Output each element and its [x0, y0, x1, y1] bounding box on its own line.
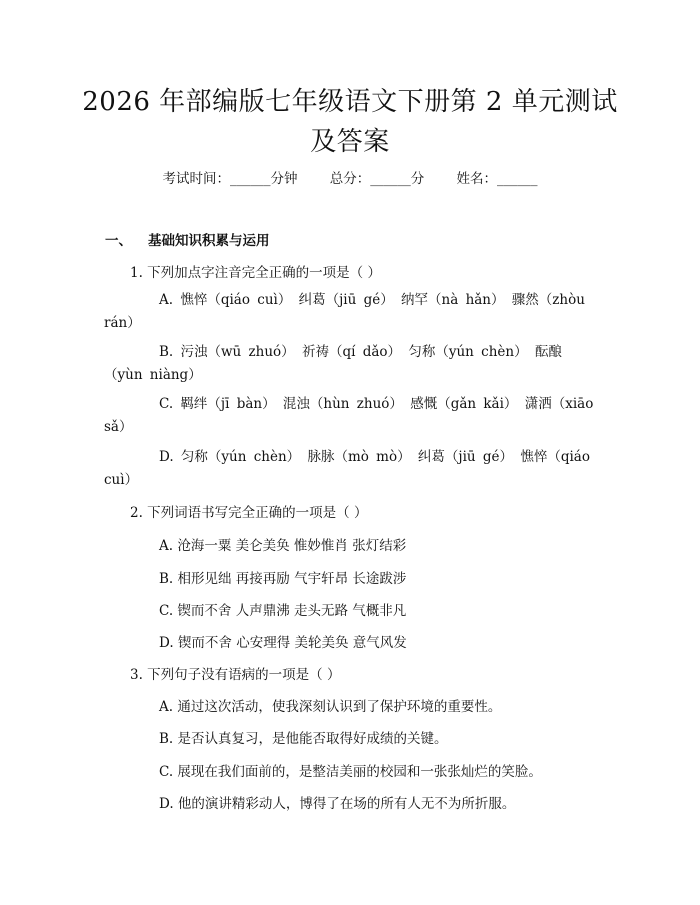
- exam-score: 总分：______分: [329, 171, 425, 187]
- question-2-option-a: A. 沧海一粟 美仑美奂 惟妙惟肖 张灯结彩: [159, 538, 407, 554]
- question-3-stem: 3. 下列句子没有语病的一项是（ ）: [130, 667, 341, 683]
- question-1-option-d: D. 匀称（yún chèn） 脉脉（mò mò） 纠葛（jiū gé） 憔悴（qiáo cuì）: [104, 449, 590, 488]
- question-1-option-b: B. 污浊（wū zhuó） 祈祷（qí dǎo） 匀称（yún chèn） 酝酿（yùn niàng）: [104, 344, 562, 383]
- section-label: 基础知识积累与运用: [148, 233, 270, 249]
- question-2-option-c: C. 锲而不舍 人声鼎沸 走头无路 气概非凡: [159, 603, 407, 619]
- section-number: 一、: [105, 233, 132, 249]
- question-1-option-a: A. 憔悴（qiáo cuì） 纠葛（jiū gé） 纳罕（nà hǎn） 骤然（zhòu rán）: [104, 292, 585, 331]
- question-3-option-c: C. 展现在我们面前的，是整洁美丽的校园和一张张灿烂的笑脸。: [159, 764, 542, 780]
- exam-time: 考试时间：______分钟: [162, 171, 298, 187]
- title-line-1: 2026 年部编版七年级语文下册第 2 单元测试: [82, 87, 618, 117]
- exam-info: [0, 167, 700, 187]
- question-2-option-b: B. 相形见绌 再接再励 气宇轩昂 长途跋涉: [159, 571, 407, 587]
- question-2-stem: 2. 下列词语书写完全正确的一项是（ ）: [130, 505, 368, 521]
- question-3-option-b: B. 是否认真复习，是他能否取得好成绩的关键。: [159, 731, 448, 747]
- exam-name: 姓名：______: [456, 171, 538, 187]
- question-1-option-c: C. 羁绊（jī bàn） 混浊（hùn zhuó） 感慨（gǎn kǎi） 潇洒（xiāo sǎ）: [104, 396, 594, 435]
- question-3-option-a: A. 通过这次活动，使我深刻认识到了保护环境的重要性。: [159, 699, 502, 715]
- question-1-stem: 1. 下列加点字注音完全正确的一项是（ ）: [130, 265, 381, 281]
- title-line-2: 及答案: [310, 127, 390, 157]
- section-heading: [105, 229, 270, 249]
- question-2-option-d: D. 锲而不舍 心安理得 美轮美奂 意气风发: [159, 635, 407, 651]
- question-3-option-d: D. 他的演讲精彩动人，博得了在场的所有人无不为所折服。: [159, 796, 516, 812]
- document-title: [60, 82, 640, 162]
